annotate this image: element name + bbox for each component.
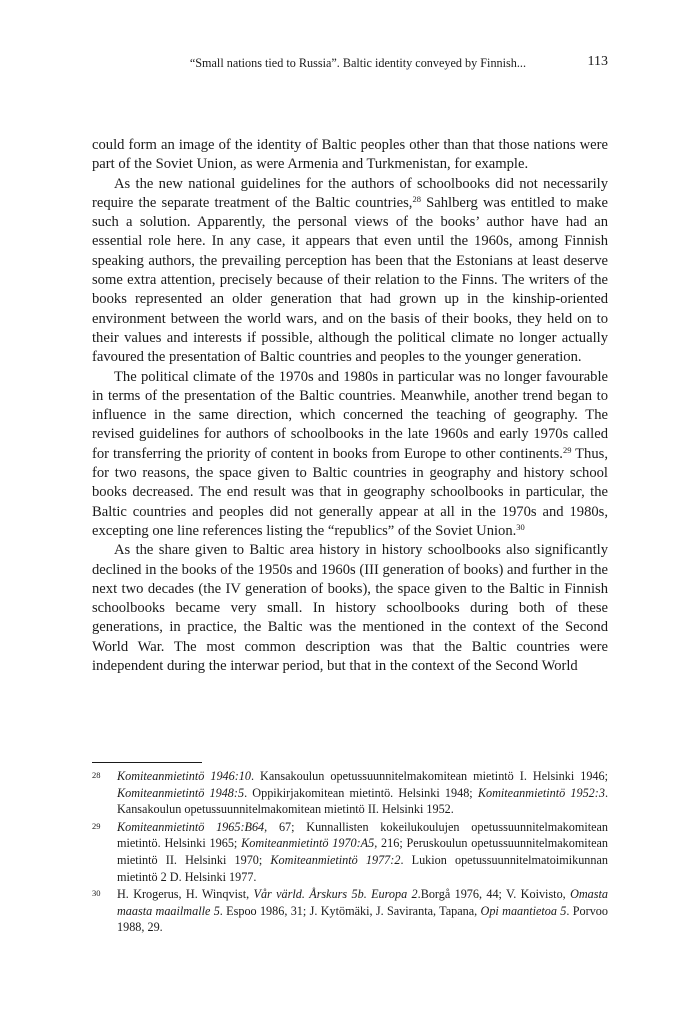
citation-text: .Borgå 1976, 44; V. Koivisto, [417, 887, 571, 902]
paragraph-2 [92, 175, 608, 368]
citation-title: Komiteanmietintö 1952:3 [477, 785, 605, 800]
citation-title: Opi maantietoa 5 [480, 903, 567, 918]
citation-text: , 67; Kunnallisten kokeilukoulujen opetussuunnitelmakomitean mietintö. Helsinki 1965; [117, 819, 608, 851]
page-number: 113 [587, 54, 608, 69]
footnote-number: 29 [92, 820, 101, 831]
paragraph-3 [92, 368, 608, 542]
citation-text: . Kansakoulun opetussuunnitelmakomitean mietintö II. Helsinki 1952. [117, 785, 608, 817]
citation-title: Komiteanmietintö 1977:2 [270, 852, 401, 867]
paragraph-1-text: could form an image of the identity of Baltic peoples other than that those nations were part of the Soviet Union, as were Armenia and Turkmenistan, for example. [92, 137, 608, 173]
paragraph-2-text-b: Sahlberg was entitled to make such a solution. Apparently, the personal views of the books’ author have had an essential role here. In any case, it appears that even until the 1960s, among Finnish speaking authors, the prevailing perception has been that the Estonians at least deserve some extra attention, precisely because of their relation to the Finns. The writers of the books represented an older generation that had grown up in the kinship-oriented environment between the world wars, and on the basis of their books, they held on to their values and interests if possible, although the political climate no longer actually favoured the presentation of Baltic countries and peoples to the younger generation. [92, 194, 608, 366]
citation-title: Omasta maasta maailmalle 5 [117, 887, 608, 918]
citation-title: Komiteanmietintö 1970:A5 [241, 836, 375, 851]
footnote-ref-29[interactable]: 29 [562, 444, 572, 455]
footnote-ref-28[interactable]: 28 [412, 193, 421, 204]
footnote-30 [92, 886, 608, 936]
citation-title: Komiteanmietintö 1946:10 [117, 769, 251, 783]
citation-text: , 216; Peruskoulun opetussuunnitelmakomitean mietintö II. Helsinki 1970; [117, 836, 608, 867]
citation-text: . Oppikirjakomitean mietintö. Helsinki 1948; [244, 785, 478, 800]
footnote-ref-30[interactable]: 30 [516, 521, 525, 532]
paragraph-4 [92, 541, 608, 676]
footnote-divider [92, 762, 202, 763]
citation-text: . Porvoo 1988, 29. [117, 903, 608, 935]
footnote-29 [92, 819, 608, 885]
footnote-number: 30 [92, 888, 101, 899]
citation-title: Komiteanmietintö 1948:5 [117, 785, 245, 800]
paragraph-2-text-a: As the new national guidelines for the authors of schoolbooks did not necessarily require the separate treatment of the Baltic countries, [92, 175, 608, 211]
page-header [92, 54, 608, 74]
paragraph-3-text-b: Thus, for two reasons, the space given to Baltic countries in geography and history school books decreased. The end result was that in geography schoolbooks in particular, the Baltic countries and peoples did not generally appear at all in the 1970s and 1980s, excepting one line references listing the “republics” of the Soviet Union. [92, 445, 608, 539]
paragraph-1 [92, 136, 608, 175]
footnote-number: 28 [92, 770, 101, 780]
paragraph-3-text-a: The political climate of the 1970s and 1980s in particular was no longer favourable in terms of the presentation of the Baltic countries. Meanwhile, another trend began to influence in the same direction, which concerned the teaching of geography. The revised guidelines for authors of schoolbooks in the late 1960s and early 1970s called for transferring the priority of content in books from Europe to other continents. [92, 368, 608, 462]
footnote-28 [92, 768, 608, 818]
citation-text: . Espoo 1986, 31; J. Kytömäki, J. Saviranta, Tapana, [219, 903, 481, 918]
running-title: “Small nations tied to Russia”. Baltic identity conveyed by Finnish... [189, 56, 526, 70]
citation-title: Vår värld. Årskurs 5b. Europa 2 [253, 887, 418, 902]
citation-title: Komiteanmietintö 1965:B64 [117, 819, 265, 834]
body-text [92, 136, 608, 676]
paragraph-4-text: As the share given to Baltic area history in history schoolbooks also significantly declined in the books of the 1950s and 1960s (III generation of books) and further in the next two decades (the IV generation of books), the space given to the Baltic in Finnish schoolbooks became very small. In history schoolbooks during both of these generations, in practice, the Baltic was the mentioned in the context of the Second World War. The most common description was that the Baltic countries were independent during the interwar period, but that in the context of the Second World [92, 542, 608, 675]
footnotes [92, 768, 608, 937]
citation-text: . Lukion opetussuunnitelmatoimikunnan mietintö 2 D. Helsinki 1977. [117, 852, 608, 884]
citation-text: . Kansakoulun opetussuunnitelmakomitean mietintö I. Helsinki 1946; [250, 769, 608, 783]
citation-text: H. Krogerus, H. Winqvist, [117, 887, 254, 902]
